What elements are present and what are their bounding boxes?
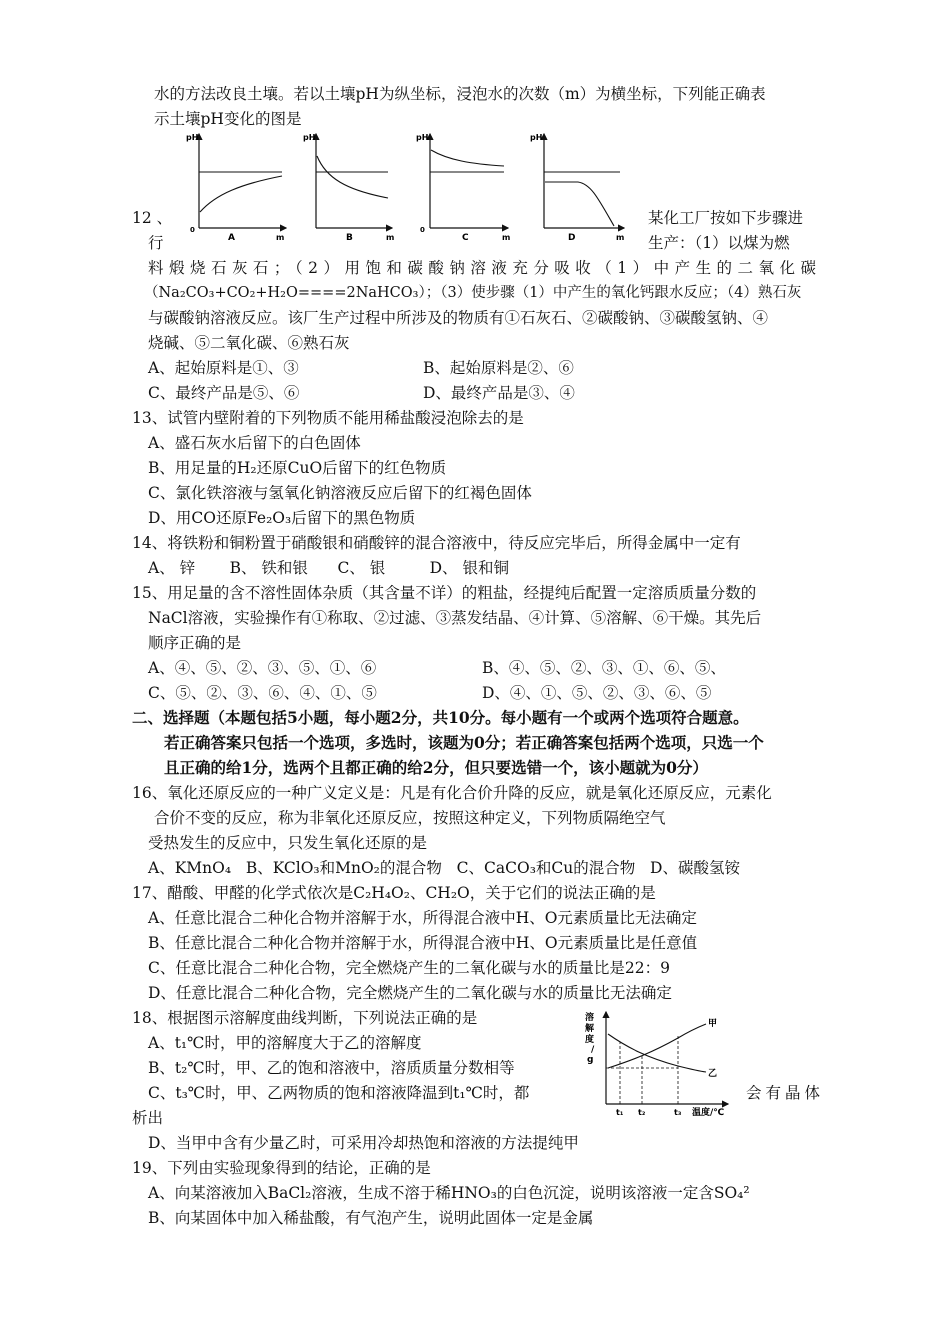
ph-axis-label: pH — [303, 133, 316, 142]
text-line: 顺序正确的是 — [148, 634, 242, 652]
graph-label-b: B — [346, 233, 353, 240]
text-line: 烧碱、⑤二氧化碳、⑥熟石灰 — [148, 334, 350, 352]
option-b: B、任意比混合二种化合物并溶解于水，所得混合液中H、O元素质量比是任意值 — [148, 934, 698, 952]
question-13: 13、试管内壁附着的下列物质不能用稀盐酸浸泡除去的是 — [132, 409, 524, 427]
text-line: 水的方法改良土壤。若以土壤pH为纵坐标，浸泡水的次数（m）为横坐标，下列能正确表 — [154, 85, 766, 103]
option-b: B、向某固体中加入稀盐酸，有气泡产生，说明此固体一定是金属 — [148, 1209, 594, 1227]
t3-label: t₃ — [674, 1108, 682, 1117]
text-line: 料煅烧石灰石；（2）用饱和碳酸钠溶液充分吸收（1）中产生的二氧化碳 — [148, 259, 816, 277]
question-19: 19、下列由实验现象得到的结论，正确的是 — [132, 1159, 431, 1177]
y-label-char: 溶 — [585, 1013, 595, 1023]
option-a: A、④、⑤、②、③、⑤、①、⑥ — [148, 659, 377, 677]
option-c: C、⑤、②、③、⑥、④、①、⑤ — [148, 684, 377, 702]
option-b: B、t₂℃时，甲、乙的饱和溶液中，溶质质量分数相等 — [148, 1059, 515, 1077]
text-line: （Na₂CO₃+CO₂+H₂O====2NaHCO₃）；（3）使步骤（1）中产生的氧化钙跟水反应；（4）熟石灰 — [144, 285, 802, 301]
option-c: C、最终产品是⑤、⑥ — [148, 384, 300, 402]
option-b: B、用足量的H₂还原CuO后留下的红色物质 — [148, 459, 447, 477]
y-label-char: g — [587, 1055, 594, 1065]
option-c: C、任意比混合二种化合物，完全燃烧产生的二氧化碳与水的质量比是22：9 — [148, 959, 670, 977]
curve-jia — [608, 1024, 706, 1068]
options-row: A、 锌 B、 铁和银 C、 银 D、 银和铜 — [148, 559, 509, 577]
m-axis-label: m — [386, 233, 395, 240]
origin-label: 0 — [420, 226, 425, 234]
section-heading: 且正确的给1分，选两个且都正确的给2分，但只要选错一个，该小题就为0分） — [164, 758, 708, 777]
text-line: 行 — [148, 234, 164, 252]
question-14: 14、将铁粉和铜粉置于硝酸银和硝酸锌的混合溶液中，待反应完毕后，所得金属中一定有 — [132, 534, 741, 552]
ph-axis-label: pH — [530, 133, 543, 142]
text-line: 会有晶体 — [746, 1084, 825, 1102]
options-row: A、KMnO₄ B、KClO₃和MnO₂的混合物 C、CaCO₃和Cu的混合物 D、碳酸氢铵 — [148, 859, 740, 877]
section-heading: 二、选择题（本题包括5小题，每小题2分，共10分。每小题有一个或两个选项符合题意。 — [132, 708, 749, 727]
ph-graph-c — [416, 133, 510, 240]
option-c: C、t₃℃时，甲、乙两物质的饱和溶液降温到t₁℃时，都 — [148, 1084, 530, 1102]
curve-yi — [608, 1034, 706, 1072]
option-b: B、④、⑤、②、③、①、⑥、⑤、 — [482, 659, 726, 677]
option-a: A、向某溶液加入BaCl₂溶液，生成不溶于稀HNO₃的白色沉淀，说明该溶液一定含SO₄² — [148, 1184, 750, 1202]
text-line: 示土壤pH变化的图是 — [154, 110, 302, 128]
curve-label-jia: 甲 — [708, 1019, 718, 1029]
text-line: 受热发生的反应中，只发生氧化还原的是 — [148, 834, 428, 852]
text-line: 析出 — [132, 1109, 164, 1127]
question-17: 17、醋酸、甲醛的化学式依次是C₂H₄O₂、CH₂O，关于它们的说法正确的是 — [132, 884, 656, 902]
option-d: D、当甲中含有少量乙时，可采用冷却热饱和溶液的方法提纯甲 — [148, 1134, 579, 1152]
curve-label-yi: 乙 — [708, 1069, 718, 1079]
option-a: A、起始原料是①、③ — [148, 359, 299, 377]
text-line: 某化工厂按如下步骤进 — [648, 209, 804, 227]
ph-graph-a — [186, 133, 286, 240]
option-d: D、④、①、⑤、②、③、⑥、⑤ — [482, 684, 712, 702]
y-label-char: 度 — [585, 1035, 595, 1045]
ph-axis-label: pH — [186, 133, 199, 142]
question-number: 12 、 — [132, 209, 173, 227]
t2-label: t₂ — [638, 1108, 646, 1117]
ph-graph-d — [530, 133, 624, 240]
option-b: B、起始原料是②、⑥ — [423, 359, 574, 377]
ph-axis-label: pH — [416, 133, 429, 142]
question-15: 15、用足量的含不溶性固体杂质（其含量不详）的粗盐，经提纯后配置一定溶质质量分数的 — [132, 584, 757, 602]
origin-label: 0 — [190, 226, 195, 234]
t1-label: t₁ — [616, 1108, 624, 1117]
y-label-char: 解 — [585, 1024, 595, 1034]
question-18: 18、根据图示溶解度曲线判断，下列说法正确的是 — [132, 1009, 478, 1027]
text-line: 与碳酸钠溶液反应。该厂生产过程中所涉及的物质有①石灰石、②碳酸钠、③碳酸氢钠、④ — [148, 309, 769, 327]
option-d: D、用CO还原Fe₂O₃后留下的黑色物质 — [148, 509, 416, 527]
option-a: A、t₁℃时，甲的溶解度大于乙的溶解度 — [148, 1034, 422, 1052]
question-16: 16、氧化还原反应的一种广义定义是：凡是有化合价升降的反应，就是氧化还原反应，元素化 — [132, 784, 772, 802]
solubility-curve-figure — [578, 1008, 748, 1120]
m-axis-label: m — [276, 233, 285, 240]
option-d: D、任意比混合二种化合物，完全燃烧产生的二氧化碳与水的质量比无法确定 — [148, 984, 672, 1002]
option-a: A、任意比混合二种化合物并溶解于水，所得混合液中H、O元素质量比无法确定 — [148, 909, 697, 927]
graph-label-d: D — [568, 233, 576, 240]
section-heading: 若正确答案只包括一个选项，多选时，该题为0分；若正确答案包括两个选项，只选一个 — [164, 733, 764, 752]
x-axis-label: 温度/℃ — [692, 1108, 725, 1118]
graph-label-c: C — [462, 233, 469, 240]
m-axis-label: m — [502, 233, 511, 240]
y-label-char: / — [591, 1045, 595, 1055]
text-line: NaCl溶液，实验操作有①称取、②过滤、③蒸发结晶、④计算、⑤溶解、⑥干燥。其先后 — [148, 609, 762, 627]
ph-graphs-figure — [186, 128, 646, 240]
graph-label-a: A — [228, 233, 235, 240]
option-d: D、最终产品是③、④ — [423, 384, 575, 402]
ph-graph-b — [303, 133, 394, 240]
option-c: C、氯化铁溶液与氢氧化钠溶液反应后留下的红褐色固体 — [148, 484, 532, 502]
text-line: 合价不变的反应，称为非氧化还原反应，按照这种定义，下列物质隔绝空气 — [154, 809, 666, 827]
option-a: A、盛石灰水后留下的白色固体 — [148, 434, 361, 452]
text-line: 生产：（1）以煤为燃 — [648, 234, 790, 252]
m-axis-label: m — [616, 233, 625, 240]
